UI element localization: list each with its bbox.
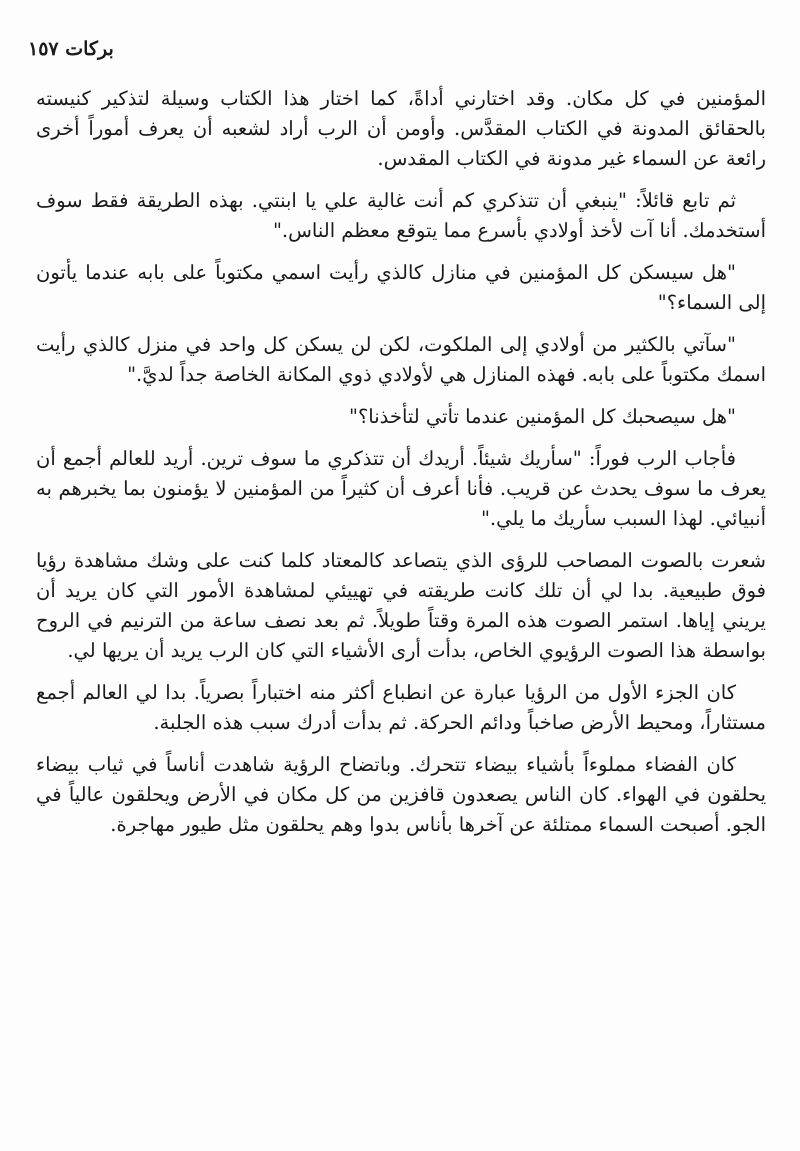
paragraph-2: ثم تابع قائلاً: "ينبغي أن تتذكري كم أنت غالية علي يا ابنتي. بهذه الطريقة فقط سوف أستخدمك. أنا آت لأخذ أولادي بأسرع مما يتوقع معظم الناس." [36, 189, 766, 242]
paragraph-1: المؤمنين في كل مكان. وقد اختارني أداةً، كما اختار هذا الكتاب وسيلة لتذكير كنيسته بالحقائق المدونة في الكتاب المقدَّس. وأومن أن الرب أراد لشعبه أن يعرف أموراً أخرى رائعة عن السماء غير مدونة في الكتاب المقدس. [36, 87, 766, 170]
running-head: بركات ١٥٧ [28, 38, 114, 60]
paragraph-3: "هل سيسكن كل المؤمنين في منازل كالذي رأيت اسمي مكتوباً على بابه عندما يأتون إلى السماء؟" [36, 261, 766, 314]
paragraph-8: كان الجزء الأول من الرؤيا عبارة عن انطباع أكثر منه اختباراً بصرياً. بدا لي العالم أجمع مستثاراً، ومحيط الأرض صاخباً ودائم الحركة. ثم بدأت أدرك سبب هذه الجلبة. [36, 681, 766, 734]
paragraph-6: فأجاب الرب فوراً: "سأريك شيئاً. أريدك أن تتذكري ما سوف ترين. أريد للعالم أجمع أن يعرف ما سوف يحدث عن قريب. فأنا أعرف أن كثيراً من المؤمنين لا يؤمنون بما يخبرهم به أنبيائي. لهذا السبب سأريك ما يلي." [36, 447, 766, 530]
paragraph-5: "هل سيصحبك كل المؤمنين عندما تأتي لتأخذنا؟" [348, 405, 736, 428]
paragraph-4: "سآتي بالكثير من أولادي إلى الملكوت، لكن لن يسكن كل واحد في منزل كالذي رأيت اسمك مكتوباً على بابه. فهذه المنازل هي لأولادي ذوي المكانة الخاصة جداً لديَّ." [36, 333, 766, 386]
paragraph-9: كان الفضاء مملوءاً بأشياء بيضاء تتحرك. وباتضاح الرؤية شاهدت أناساً في ثياب بيضاء يحلقون في الهواء. كان الناس يصعدون قافزين من كل مكان في الأرض ويحلقون عالياً في الجو. أصبحت السماء ممتلئة عن آخرها بأناس بدوا وهم يحلقون مثل طيور مهاجرة. [36, 753, 766, 836]
paragraph-7: شعرت بالصوت المصاحب للرؤى الذي يتصاعد كالمعتاد كلما كنت على وشك مشاهدة رؤيا فوق طبيعية. بدا لي أن تلك كانت طريقته في تهييئي لمشاهدة الأمور التي كان يريد أن يريني إياها. استمر الصوت هذه المرة وقتاً طويلاً. ثم بعد نصف ساعة من الترنيم في الروح بواسطة هذا الصوت الرؤيوي الخاص، بدأت أرى الأشياء التي كان الرب يريد أن يريها لي. [36, 549, 766, 662]
body-text [36, 84, 766, 852]
